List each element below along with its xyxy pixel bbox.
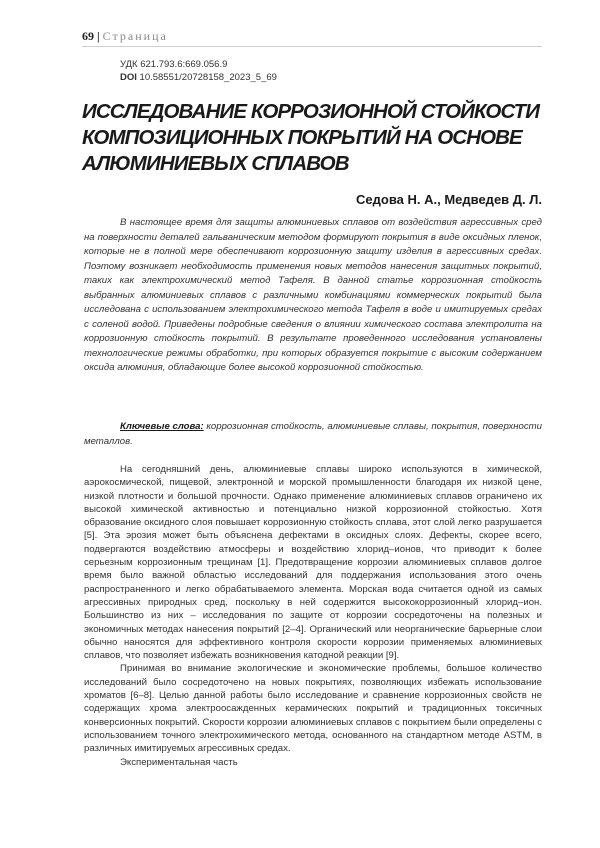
udk-code: УДК 621.793.6:669.056.9 xyxy=(120,59,228,70)
article-abstract: В настоящее время для защиты алюминиевых сплавов от воздействия агрессивных сред на поверхности деталей гальваническим методом формируют покрытия в виде оксидных пленок, которые не в полной мере обеспечивают коррозионную защиту изделия в агрессивных средах. Поэтому возникает необходимость применения новых методов нанесения защитных покрытий, таких как электрохимический метод Тафеля. В данной статье коррозионная стойкость выбранных алюминиевых сплавов с различными комбинациями коммерческих покрытий была исследована с использованием электрохимического метода Тафеля в воде и имитируемых средах с соленой водой. Приведены подробные сведения о влиянии химического состава электролита на коррозионную стойкость покрытий. В результате проведенного исследования установлены технологические режимы обработки, при которых образуется покрытие с высоким содержанием оксида алюминия, обладающие более высокой коррозионной стойкостью. xyxy=(84,217,542,373)
page-header xyxy=(82,29,542,47)
article-body xyxy=(84,463,542,769)
keywords-label: Ключевые слова: xyxy=(120,421,204,432)
article-title: ИССЛЕДОВАНИЕ КОРРОЗИОННОЙ СТОЙКОСТИ КОМПОЗИЦИОННЫХ ПОКРЫТИЙ НА ОСНОВЕ АЛЮМИНИЕВЫХ СПЛАВОВ xyxy=(82,100,540,175)
header-separator: | xyxy=(97,29,100,43)
doi-line xyxy=(120,71,277,84)
keywords-paragraph xyxy=(84,420,542,449)
doi-value: 10.58551/20728158_2023_5_69 xyxy=(139,72,277,83)
article-authors: Седова Н. А., Медведев Д. Л. xyxy=(356,192,542,207)
body-paragraph: На сегодняшний день, алюминиевые сплавы широко используются в химической, аэрокосмической, пищевой, электронной и морской промышленности благодаря их низкой цене, низкой плотности и большой прочности. Однако применение алюминиевых сплавов ограничено их высокой химической активностью и потенциально низкой коррозионной стойкостью. Хотя образование оксидного слоя повышает коррозионную стойкость сплава, этот слой легко разрушается [5]. Эта эрозия может быть объяснена дефектами в оксидных слоях. Дефекты, скорее всего, подвергаются воздействию атмосферы и воздействию хлорид–ионов, что приводит к более серьезным коррозионным трещинам [1]. Предотвращение коррозии алюминиевых сплавов долгое время было важной областью исследований для поддержания использования этого очень распространенного и легко обрабатываемого элемента. Морская вода считается одной из самых агрессивных природных сред, поскольку в ней содержится высококоррозионный хлорид–ион. Большинство из них – исследования по защите от коррозии сосредоточены на полезных и экономичных методах нанесения покрытий [2–4]. Органический или неорганические барьерные слои обычно наносятся для эффективного контроля скорости коррозии применяемых алюминиевых сплавов, что позволяет избежать возникновения катодной реакции [9]. xyxy=(84,464,542,662)
body-paragraph: Принимая во внимание экологические и экономические проблемы, большое количество исследований было сосредоточено на новых покрытиях, позволяющих избежать использование хроматов [6–8]. Целью данной работы было исследование и сравнение коррозионных свойств не содержащих хрома электроосажденных керамических покрытий и традиционных токсичных конверсионных покрытий. Скорости коррозии алюминиевых сплавов с покрытием были определены с использованием точного электрохимического метода, основанного на стандартном методе ASTM, в различных имитируемых агрессивных средах. xyxy=(84,663,542,755)
page-number: 69 xyxy=(82,29,94,43)
keywords-text: коррозионная стойкость, алюминиевые сплавы, покрытия, поверхности металлов. xyxy=(84,421,542,447)
section-heading-experimental: Экспериментальная часть xyxy=(120,756,238,768)
page-label: Страница xyxy=(102,29,168,43)
doi-label: DOI xyxy=(120,72,137,83)
article-meta xyxy=(120,58,277,84)
